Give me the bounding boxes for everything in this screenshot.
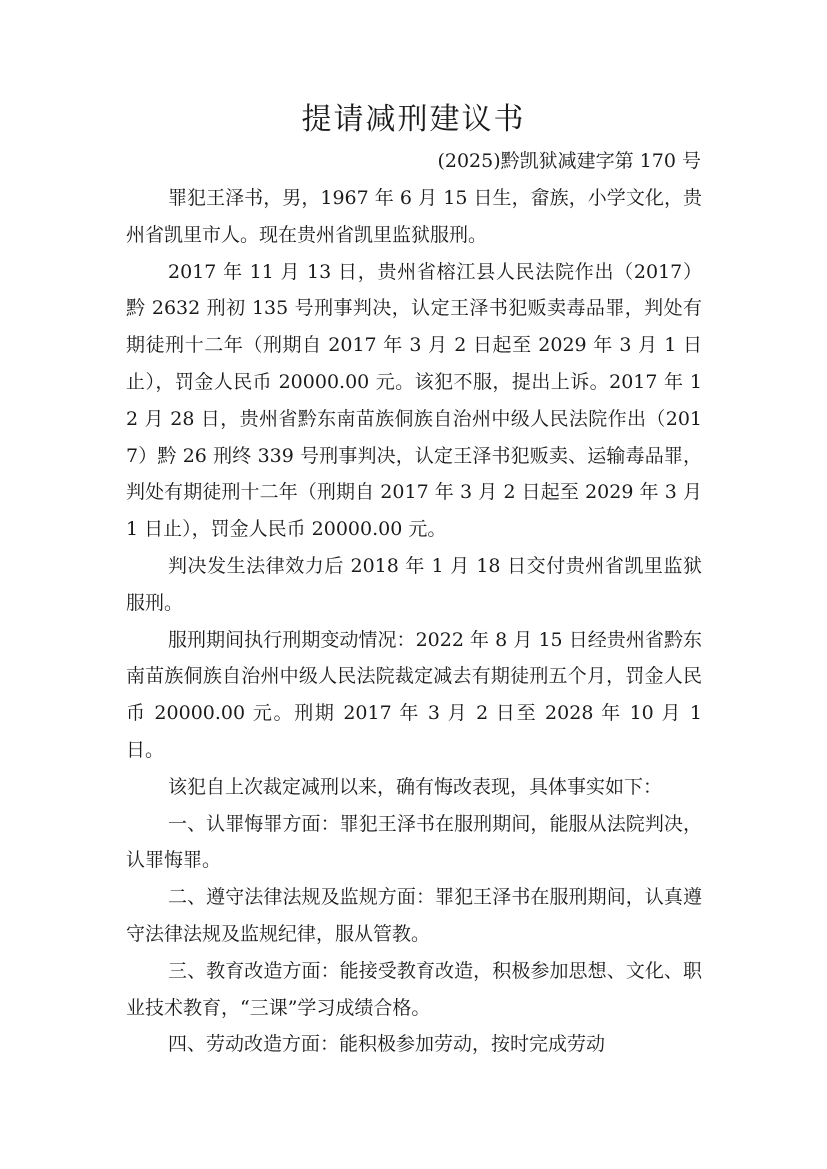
document-body [126,180,702,1063]
document-title: 提请减刑建议书 [301,102,526,137]
paragraph-judgment-history: 2017 年 11 月 13 日，贵州省榕江县人民法院作出（2017）黔 2632 刑初 135 号刑事判决，认定王泽书犯贩卖毒品罪，判处有期徒刑十二年（刑期自 2017 年 3 月 2 日起至 2029 年 3 月 1 日止），罚金人民币 20000.00 元。该犯不服，提出上诉。2017 年 12 月 28 日，贵州省黔东南苗族侗族自治州中级人民法院作出（2017）黔 26 刑终 339 号刑事判决，认定王泽书犯贩卖、运输毒品罪，判处有期徒刑十二年（刑期自 2017 年 3 月 2 日起至 2029 年 3 月 1 日止），罚金人民币 20000.00 元。 [126,260,702,541]
paragraph-point-2: 二、遵守法律法规及监规方面：罪犯王泽书在服刑期间，认真遵守法律法规及监规纪律，服从管教。 [126,886,702,945]
paragraph-point-3: 三、教育改造方面：能接受教育改造，积极参加思想、文化、职业技术教育，“三课”学习成绩合格。 [126,959,702,1019]
paragraph-repentance-intro: 该犯自上次裁定减刑以来，确有悔改表现，具体事实如下： [168,775,663,798]
paragraph-sentence-changes: 服刑期间执行刑期变动情况：2022 年 8 月 15 日经贵州省黔东南苗族侗族自治州中级人民法院裁定减去有期徒刑五个月，罚金人民币 20000.00 元。刑期 2017 年 3 月 2 日至 2028 年 10 月 1 日。 [126,628,702,761]
paragraph-delivery: 判决发生法律效力后 2018 年 1 月 18 日交付贵州省凯里监狱服刑。 [126,554,702,614]
paragraph-criminal-info: 罪犯王泽书，男，1967 年 6 月 15 日生，畲族，小学文化，贵州省凯里市人。现在贵州省凯里监狱服刑。 [126,187,702,246]
paragraph-point-1: 一、认罪悔罪方面：罪犯王泽书在服刑期间，能服从法院判决，认罪悔罪。 [126,812,702,872]
document-number: (2025)黔凯狱减建字第 170 号 [437,150,701,172]
paragraph-point-4: 四、劳动改造方面：能积极参加劳动，按时完成劳动 [168,1033,606,1056]
